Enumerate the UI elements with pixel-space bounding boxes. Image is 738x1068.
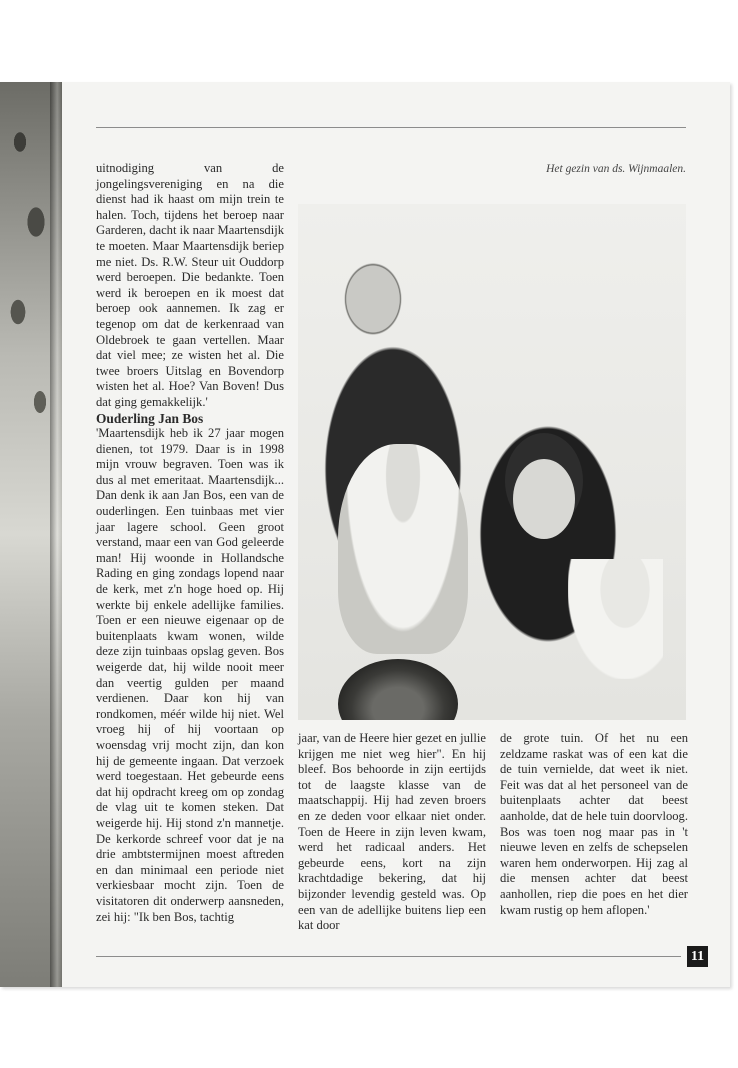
column-2 [298,731,486,934]
chair-armrest [338,659,458,720]
page-spine [50,82,62,987]
column-3 [500,731,688,918]
photo-caption: Het gezin van ds. Wijnmaalen. [546,163,686,175]
column-1 [96,161,284,925]
column-3-text: de grote tuin. Of het nu een zeldzame raskat was of een kat die de tuin vernielde, dat weet ik niet. Feit was dat al het personeel van de buitenplaats achter dat beest aanholde, dat de hele tuin doorvloog. Bos was toen nog maar pas in 't nieuwe leven en zelfs de schepselen waren hem onderworpen. Hij zag al die mensen achter dat beest aanhollen, riep die poes en het dier kwam rustig op hem aflopen.' [500,731,688,917]
column-2-text: jaar, van de Heere hier gezet en jullie krijgen me niet weg hier". En hij bleef. Bos behoorde in zijn eertijds tot de laagste klasse van de maatschappij. Hij had zeven broers en ze deden voor elkaar niet onder. Toen de Heere in zijn leven kwam, werd het radicaal anders. Het gebeurde eens, kort na zijn krachtdadige bekering, dat hij bijzonder levendig gesteld was. Op een van de adellijke buitens liep een kat door [298,731,486,933]
column-1-paragraph-2: 'Maartensdijk heb ik 27 jaar mogen dienen, tot 1979. Daar is in 1998 mijn vrouw begraven. Toen was ik dus al met emeritaat. Maartensdijk... Dan denk ik aan Jan Bos, een van de ouderlingen. Een tuinbaas met vier jaar lagere school. Geen groot verstand, maar een van God geleerde man! Hij woonde in Hollandsche Rading en ging zondags lopend naar de kerk, met z'n hoge hoed op. Hij werkte bij enkele adellijke families. Toen er een nieuwe eigenaar op de buitenplaats kwam wonen, wilde deze zijn tuinbaas opslag geven. Bos weigerde dat, hij wilde nooit meer dan veertig gulden per maand verdienen. Daar kon hij van rondkomen, méér wilde hij niet. Wel vroeg hij of hij voortaan op woensdag vrij mocht zijn, dan kon hij de gemeente ingaan. Dat verzoek werd toegestaan. Het gebeurde eens dat hij opdracht kreeg om op zondag de vlag uit te komen steken. Dat weigerde hij. Hij stond z'n mannetje. De kerkorde schreef voor dat je na drie ambtstermijnen moest aftreden en dan minimaal een periode niet verkiesbaar mocht zijn. Toen de visitatoren dit onderwerp aansneden, zei hij: "Ik ben Bos, tachtig [96,426,284,924]
family-photo [298,204,686,720]
top-rule [96,127,686,128]
bottom-rule [96,956,681,957]
column-1-paragraph-1: uitnodiging van de jongelingsvereniging en na die dienst had ik haast om mijn trein te halen. Toch, tijdens het beroep naar Garderen, dacht ik naar Maartensdijk te moeten. Maar Maartensdijk beriep me niet. Ds. R.W. Steur uit Ouddorp werd beroepen. Die bedankte. Toen werd ik beroepen en ik moest dat beroep ook aannemen. Ik zag er tegenop om dat de kerkenraad van Oldebroek te gaan vertellen. Maar dat viel mee; ze wisten het al. Die twee broers Uitslag en Bovendorp wisten het al. Hoe? Van Boven! Dus dat ging gemakkelijk.' [96,161,284,409]
section-heading: Ouderling Jan Bos [96,410,204,426]
facing-page-edge [0,82,62,987]
page-number: 11 [687,946,708,967]
toddler-figure [338,444,468,654]
infant-figure [568,559,663,679]
mother-figure [513,459,575,539]
magazine-page [0,82,730,987]
